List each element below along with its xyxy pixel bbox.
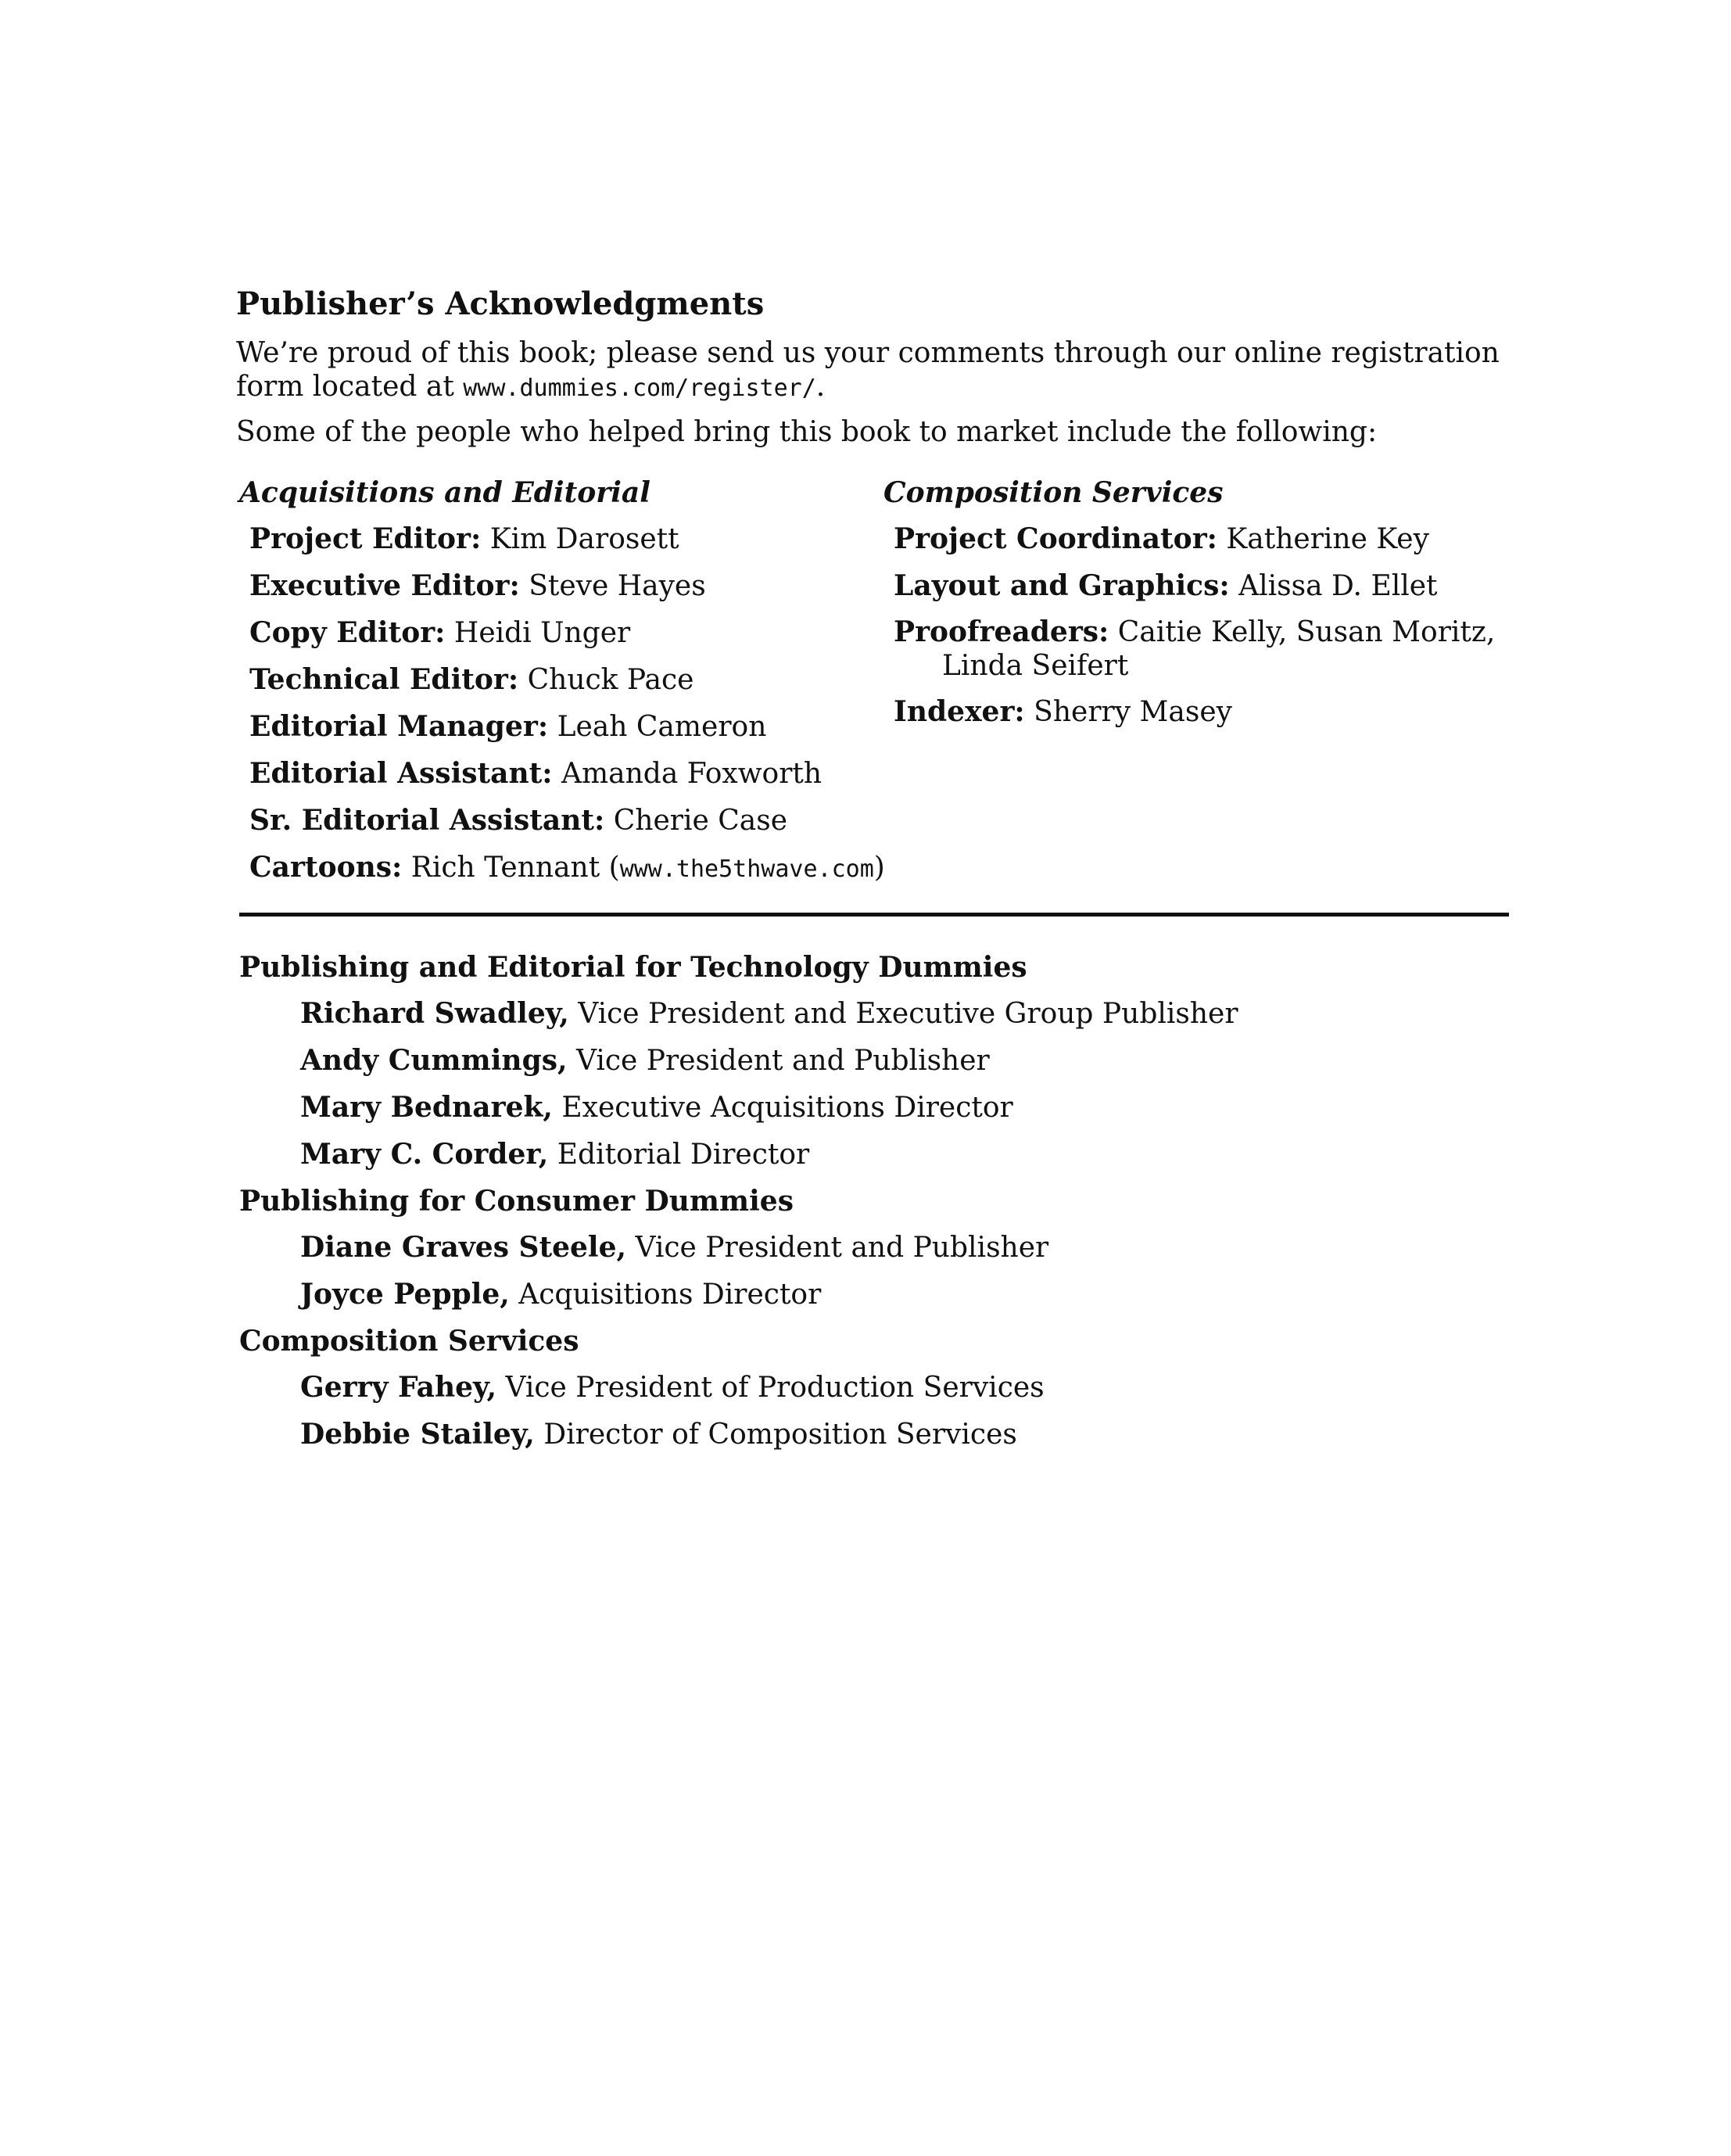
credit-line bbox=[249, 662, 885, 698]
staff-name: Richard Swadley, bbox=[300, 997, 569, 1030]
credit-line bbox=[249, 803, 885, 838]
intro-paragraph bbox=[236, 336, 1503, 405]
staff-entry bbox=[300, 1137, 1238, 1172]
intro-period: . bbox=[815, 371, 826, 403]
credit-name: Heidi Unger bbox=[445, 617, 631, 649]
credit-line bbox=[249, 569, 885, 604]
credit-line bbox=[894, 615, 1505, 683]
staff-section bbox=[239, 950, 1238, 1464]
registration-url: www.dummies.com/register/ bbox=[463, 375, 816, 402]
staff-name: Andy Cummings, bbox=[300, 1044, 568, 1077]
credit-role: Technical Editor: bbox=[249, 663, 519, 696]
horizontal-divider bbox=[239, 913, 1509, 917]
credit-role: Copy Editor: bbox=[249, 616, 446, 649]
staff-name: Gerry Fahey, bbox=[300, 1371, 497, 1404]
composition-title: Composition Services bbox=[883, 476, 1224, 509]
staff-title: Vice President and Publisher bbox=[567, 1045, 990, 1077]
intro-text: We’re proud of this book; please send us your comments through our online registration form located at bbox=[236, 337, 1500, 403]
staff-entry bbox=[300, 1277, 1238, 1312]
credit-role: Layout and Graphics: bbox=[894, 569, 1230, 602]
group-title-consumer: Publishing for Consumer Dummies bbox=[239, 1185, 794, 1218]
credit-role: Editorial Assistant: bbox=[249, 757, 553, 790]
staff-entry bbox=[300, 1230, 1238, 1265]
staff-name: Debbie Stailey, bbox=[300, 1418, 535, 1451]
intro-followup: Some of the people who helped bring this book to market include the following: bbox=[236, 416, 1378, 448]
staff-name: Joyce Pepple, bbox=[300, 1278, 510, 1311]
acquisitions-title: Acquisitions and Editorial bbox=[239, 476, 650, 509]
staff-title: Director of Composition Services bbox=[534, 1419, 1017, 1451]
staff-name: Mary C. Corder, bbox=[300, 1138, 549, 1171]
composition-column bbox=[883, 475, 1505, 741]
staff-title: Vice President and Publisher bbox=[626, 1232, 1049, 1264]
credit-line-cartoons bbox=[249, 850, 885, 887]
credit-role: Indexer: bbox=[894, 695, 1025, 728]
credit-name: Leah Cameron bbox=[548, 711, 767, 743]
group-title-composition: Composition Services bbox=[239, 1325, 579, 1358]
staff-title: Vice President of Production Services bbox=[496, 1372, 1045, 1404]
credit-role: Sr. Editorial Assistant: bbox=[249, 804, 605, 837]
credit-name: Katherine Key bbox=[1217, 523, 1429, 555]
staff-entry bbox=[300, 996, 1238, 1031]
credit-name: Steve Hayes bbox=[519, 570, 706, 602]
staff-entry bbox=[300, 1417, 1238, 1452]
staff-title: Editorial Director bbox=[548, 1139, 810, 1171]
credit-name: Kim Darosett bbox=[481, 523, 679, 555]
credit-role: Cartoons: bbox=[249, 851, 403, 884]
credit-role: Project Editor: bbox=[249, 522, 482, 555]
page-title: Publisher’s Acknowledgments bbox=[236, 285, 765, 322]
credit-name: Amanda Foxworth bbox=[552, 758, 822, 790]
credit-name: Rich Tennant ( bbox=[402, 852, 620, 884]
group-title-technology: Publishing and Editorial for Technology Dummies bbox=[239, 951, 1027, 984]
credit-line bbox=[249, 756, 885, 791]
credit-line bbox=[894, 569, 1505, 604]
credit-name: Caitie Kelly, Susan Moritz, Linda Seifert bbox=[942, 616, 1496, 682]
credit-name: Alissa D. Ellet bbox=[1229, 570, 1438, 602]
staff-entry bbox=[300, 1090, 1238, 1125]
cartoons-url: www.the5thwave.com bbox=[619, 856, 874, 883]
credit-name: Sherry Masey bbox=[1024, 696, 1232, 728]
staff-title: Vice President and Executive Group Publisher bbox=[568, 998, 1238, 1030]
credit-line bbox=[894, 694, 1505, 730]
staff-entry bbox=[300, 1370, 1238, 1405]
credit-role: Executive Editor: bbox=[249, 569, 520, 602]
staff-name: Mary Bednarek, bbox=[300, 1091, 553, 1124]
staff-title: Executive Acquisitions Director bbox=[552, 1092, 1013, 1124]
credit-role: Editorial Manager: bbox=[249, 710, 549, 743]
credit-line bbox=[249, 522, 885, 557]
cartoons-close-paren: ) bbox=[873, 852, 885, 884]
credit-name: Cherie Case bbox=[604, 805, 788, 837]
credit-line bbox=[894, 522, 1505, 557]
credit-line bbox=[249, 709, 885, 744]
credit-name: Chuck Pace bbox=[518, 664, 694, 696]
credit-line bbox=[249, 615, 885, 651]
staff-entry bbox=[300, 1043, 1238, 1078]
acquisitions-column bbox=[239, 475, 885, 899]
staff-title: Acquisitions Director bbox=[509, 1279, 822, 1311]
staff-name: Diane Graves Steele, bbox=[300, 1231, 627, 1264]
credit-role: Project Coordinator: bbox=[894, 522, 1217, 555]
credit-role: Proofreaders: bbox=[894, 615, 1109, 648]
